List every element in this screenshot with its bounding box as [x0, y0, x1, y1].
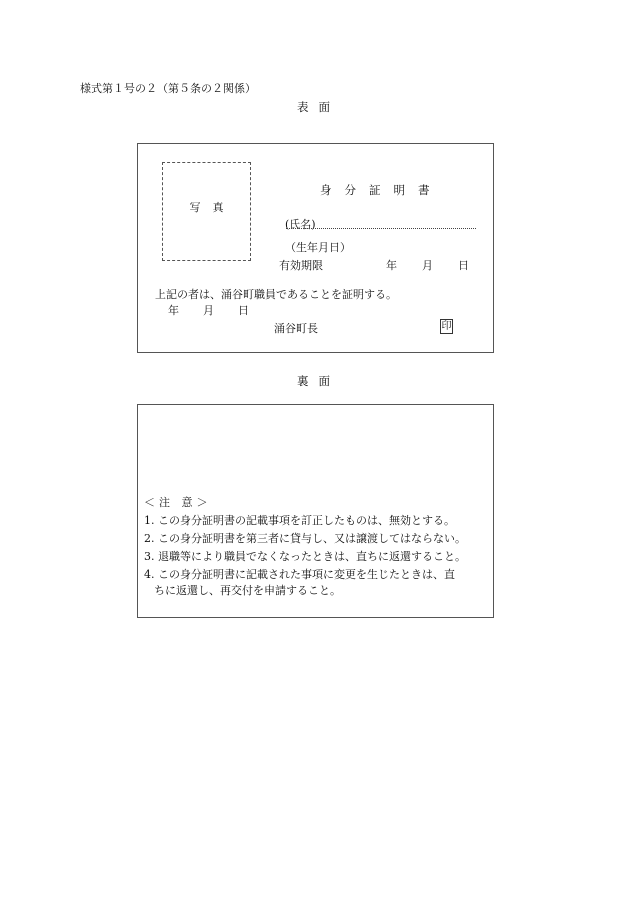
back-side-label: 裏面: [297, 374, 340, 388]
photo-placeholder: [162, 162, 251, 261]
name-field-line: [286, 228, 476, 229]
name-label: (氏名): [285, 218, 316, 231]
note-item: 3. 退職等により職員でなくなったときは、直ちに返還すること。: [144, 550, 466, 563]
card-title: 身分証明書: [320, 183, 443, 197]
id-card-front: [137, 143, 494, 353]
form-reference: 様式第１号の２（第５条の２関係）: [80, 82, 256, 95]
issue-year: 年: [168, 304, 179, 317]
note-item: 1. この身分証明書の記載事項を訂正したものは、無効とする。: [144, 514, 455, 527]
note-item: 4. この身分証明書に記載された事項に変更を生じたときは、直: [144, 568, 455, 581]
validity-day: 日: [458, 259, 469, 272]
birth-date-label: （生年月日）: [285, 241, 351, 254]
certification-text: 上記の者は、涌谷町職員であることを証明する。: [155, 288, 397, 301]
front-side-label: 表面: [297, 100, 340, 114]
seal-box: 印: [441, 321, 452, 332]
validity-year: 年: [386, 259, 397, 272]
issue-month: 月: [203, 304, 214, 317]
issue-day: 日: [238, 304, 249, 317]
note-item-continuation: ちに返還し、再交付を申請すること。: [154, 584, 341, 597]
note-item: 2. この身分証明書を第三者に貸与し、又は譲渡してはならない。: [144, 532, 466, 545]
validity-month: 月: [422, 259, 433, 272]
photo-label: 写真: [189, 201, 236, 214]
issuer-name: 涌谷町長: [274, 322, 318, 335]
notes-heading: ＜注 意＞: [144, 496, 212, 509]
validity-label: 有効期限: [279, 259, 323, 272]
id-card-back: [137, 404, 494, 618]
